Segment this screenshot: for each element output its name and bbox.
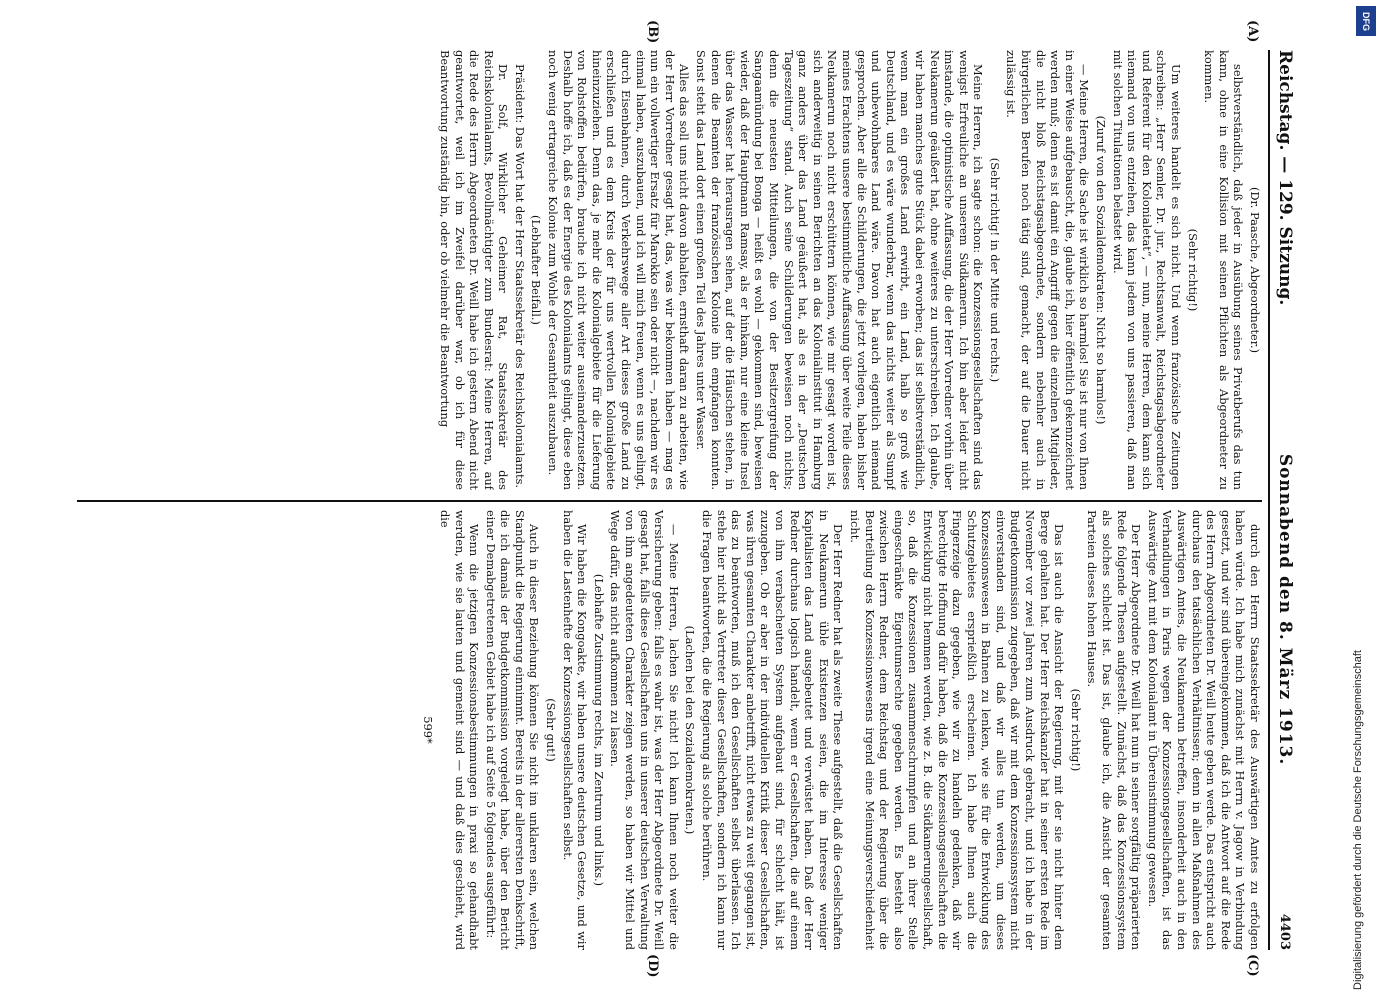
paragraph: Um weiteres handelt es sich nicht. Und wenn französische Zeitungen schreiben: „Herr Semler, Dr. jur., Rechtsanwalt, Reichstagsabgeordneter und Referent für den Kolonialetat“, — nun, meine Herren, dem kann sich niemand von uns entziehen, das kann jedem von uns passieren, daß man mit solchen Titulationen belastet wird. bbox=[1110, 50, 1184, 490]
paragraph: (Sehr richtig! in der Mitte und rechts.) bbox=[987, 157, 1002, 383]
paragraph: Wir haben die Kongoakte, wir haben unsere deutschen Gesetze, und wir haben die Lastenhefte der Konzessionsgesellschaften selbst. bbox=[560, 510, 590, 950]
paragraph: Dr. Solf, Wirklicher Geheimer Rat, Staatssekretär des Reichskolonialamts, Bevollmächtigter zum Bundesrat: Meine Herren, auf die Rede des Herrn Abgeordneten Dr. Weill habe ich gestern Abend nicht geantwortet, weil ich im Zweifel darüber war, ob ich für diese Beantwortung zuständig bin, oder ob vielmehr die Beantwortung bbox=[437, 50, 511, 490]
printed-page bbox=[70, 20, 1300, 978]
paragraph: Wenn die jetzigen Konzessionsbestimmungen in praxi so gehandhabt werden, wie sie lauten und gemeint sind — und daß dies geschieht, wird die bbox=[437, 510, 482, 950]
paragraph: Meine Herren, ich sagte schon: die Konzessionsgesellschaften sind das wenigst Erfreuliche an unserem Südkamerun. Ich bin aber leider nicht imstande, die optimistische Auffassung, die der Herr Vorredner vorhin über Neukamerun geäußert hat, ohne weiteres zu unterschreiben. Ich glaube, wir haben manches gute Stück dabei erworben; das ist selbstverständlich, wenn man ein großes Land erwirbt, ein Land, halb so groß wie Deutschland, und es wäre wunderbar, wenn das nichts weiter als Sumpf und unbewohnbares Land wäre. Davon hat auch eigentlich niemand gesprochen. Aber alle die Schilderungen, die jetzt vorliegen, haben bisher meines Erachtens unsere bestimmtliche Auffassung über weite Teile dieses Neukamerun noch nicht erschüttern können, wie mir gesagt worden ist, sich anderweitig in seinen Berichten an das Kolonialinstitut in Hamburg ganz anders über das Land geäußert hat, als es in der „Deutschen Tageszeitung“ stand. Auch seine Schilderungen beweisen noch nichts; denn die neuesten Mitteilungen, die von der Besitzergreifung der Sangaamündung bei Bonga — heißt es wohl — gekommen sind, beweisen wieder, daß der Hauptmann Ramsay, als er hinkam, nur eine kleine Insel über das Wasser hat herausragen sehen, auf der die Häuschen stehen, in denen die Beamten der französischen Kolonie ihn empfangen konnten. Sonst steht das Land dort einen großen Teil des Jahres unter Wasser. bbox=[694, 50, 986, 490]
paragraph: (Lebhafte Zustimmung rechts, im Zentrum und links.) bbox=[591, 573, 606, 887]
digitization-note bbox=[1352, 0, 1382, 1000]
paragraph: Auch in dieser Beziehung können Sie nicht im unklaren sein, welchen Standpunkt die Regierung einnimmt. Bereits in der allerersten Denkschrift, die ich damals der Budgetkommission vorgelegt habe, über den Bericht einer Demabgetretenen Gebiet habe ich auf Seite 5 folgendes ausgeführt: bbox=[483, 510, 542, 950]
margin-marker-a: (A) bbox=[1245, 20, 1260, 43]
paragraph: selbstverständlich, daß jeder in Ausübung seines Privatberufs das tun kann, ohne in eine Kollision mit seinen Pflichten als Abgeordneter zu kommen. bbox=[1202, 50, 1246, 490]
paragraph: Das ist auch die Ansicht der Regierung, mit der sie nicht hinter dem Berge gehalten hat. Der Herr Reichskanzler hat in seiner ersten Rede im November vor zwei Jahren zum Ausdruck gebracht, und ich habe in der Budgetkommission zugegeben, daß wir mit dem Konzessionssystem nicht einverstanden sind, und daß wir alles tun werden, um dieses Konzessionswesen in Bahnen zu lenken, wie sie für die Entwicklung des Schutzgebietes ersprießlich erscheinen. Ich habe Ihnen auch die Fingerzeige dazu gegeben, wie wir zu handeln gedenken, daß wir berechtigte Hoffnung dafür haben, daß die Konzessionsgesellschaften die Entwicklung nicht hemmen werden, wie z. B. die Südkamerungesellschaft, so, daß die Konzessionen zusammenschrumpfen und an ihrer Stelle eingeschränkte Eigentumsrechte gegeben werden. Es besteht also zwischen Herrn Redner, dem Reichstag und der Regierung über die Beurteilung des Konzessionswesens irgend eine Meinungsverschiedenheit nicht. bbox=[847, 510, 1067, 950]
page-header bbox=[1268, 50, 1300, 950]
paragraph: (Sehr richtig!) bbox=[1185, 228, 1200, 312]
paragraph: Der Herr Redner hat als zweite These aufgestellt, daß die Gesellschaften in Neukamerun üble Existenzen seien, die im Interesse weniger Kapitalisten das Land ausgebeutet und verwüstet haben. Daß der Herr Redner durchaus logisch handelt, wenn er Gesellschaften, die auf einem von ihm verabscheuten System aufgebaut sind, für schlecht hält, ist zuzugeben. Ob er aber in der individuellen Kritik dieser Gesellschaften, was ihren gesamten Charakter anbetrifft, nicht etwas zu weit gegangen ist, das zu beantworten, muß ich den Gesellschaften selbst überlassen. Ich stehe hier nicht als Vertreter dieser Gesellschaften, sondern ich kann nur die Fragen beantworten, die die Regierung als solche berühren. bbox=[700, 510, 846, 950]
paragraph: (Dr. Paasche, Abgeordneter.) bbox=[1248, 186, 1262, 354]
margin-marker-d: (D) bbox=[645, 954, 660, 978]
header-left: Reichstag. — 129. Sitzung. bbox=[1275, 50, 1295, 306]
margin-marker-c: (C) bbox=[1245, 954, 1260, 977]
column-divider bbox=[77, 500, 1262, 502]
paragraph: Alles das soll uns nicht davon abhalten, ernsthaft daran zu arbeiten, wie der Herr Vorredner gesagt hat, das, was wir bekommen haben — mag es nun ein vollwertiger Ersatz für Marokko sein oder nicht —, nachdem wir es einmal haben, auszubauen, und ich will mich freuen, wenn es uns gelingt, durch Eisenbahnen, durch Verkehrswege aller Art dieses große Land zu erschließen und es dem Kreis der für uns wertvollen Kolonialgebiete hineinzuziehen. Denn das, je mehr die Kolonialgebiete für die Lieferung von Rohstoffen bedürfen, brauche ich nicht weiter auseinanderzusetzen. Deshalb hoffe ich, daß es der Energie des Kolonialamts gelingt, diese eben noch wenig ertragreiche Kolonie zum Wohle der Gesamtheit auszubauen. bbox=[546, 50, 692, 490]
paragraph: (Sehr richtig!) bbox=[1068, 688, 1083, 772]
signature-mark: 599* bbox=[421, 716, 436, 744]
digitization-note-text: Digitalisierung gefördert durch die Deutsche Forschungsgemeinschaft bbox=[1352, 650, 1364, 990]
left-column bbox=[77, 50, 1262, 490]
margin-marker-b: (B) bbox=[645, 20, 660, 44]
paragraph: Präsident: Das Wort hat der Herr Staatssekretär des Reichskolonialamts. bbox=[512, 64, 527, 489]
paragraph: — Meine Herren, die Sache ist wirklich so harmlos! Sie ist nur von Ihnen in einer Weise aufgebauscht, die, glaube ich, hier öffentlich gekennzeichnet werden muß; denn es ist damit ein Angriff gegen die einzelnen Mitglieder, die nicht bloß Reichstagsabgeordnete, sondern nebenher auch in bürgerlichen Berufen noch tätig sind, gemacht, der auf die Dauer nicht zulässig ist. bbox=[1004, 50, 1092, 490]
paragraph: — Meine Herren, lachen Sie nicht! Ich kann Ihnen noch weiter die Versicherung geben: falls es wahr ist, was der Herr Abgeordnete Dr. Weill gesagt hat, falls diese Gesellschaften uns in unserer deutschen Verwaltung von ihm angedeuteten Charakter zeigen werden, so haben wir Mittel und Wege dafür, das nicht aufkommen zu lassen. bbox=[608, 510, 681, 950]
page-number: 4403 bbox=[1277, 913, 1293, 950]
dfg-logo: DFG bbox=[1356, 6, 1376, 36]
paragraph: (Lebhafter Beifall.) bbox=[529, 215, 544, 325]
header-date: Sonnabend den 8. März 1913. bbox=[1275, 453, 1295, 766]
paragraph: Der Herr Abgeordnete Dr. Weill hat nun in seiner sorgfältig präparierten Rede folgende Thesen aufgestellt. Zunächst, daß das Konzessionssystem als solches schlecht ist. Das ist, glaube ich, die Ansicht der gesamten Parteien dieses hohen Hauses. bbox=[1085, 510, 1144, 950]
right-column bbox=[77, 510, 1262, 950]
paragraph: durch den Herrn Staatssekretär des Auswärtigen Amtes zu erfolgen haben würde. Ich habe mich zunächst mit Herrn v. Jagow in Verbindung gesetzt, und wir sind übereingekommen, daß ich die Antwort auf die Rede des Herrn Abgeordneten Dr. Weill heute geben werde. Das entspricht auch durchaus den tatsächlichen Verhältnissen; denn in allen Maßnahmen des Auswärtigen Amtes, die Neukamerun betreffen, insonderheit auch in den Verhandlungen in Paris wegen der Konzessionsgesellschaften, ist das Auswärtige Amt mit dem Kolonialamt in Übereinstimmung gewesen. bbox=[1145, 510, 1262, 950]
paragraph: (Lachen bei den Sozialdemokraten.) bbox=[683, 625, 698, 835]
paragraph: (Zuruf von den Sozialdemokraten: Nicht so harmlos!) bbox=[1094, 115, 1109, 425]
paragraph: (Sehr gut!) bbox=[544, 698, 559, 762]
